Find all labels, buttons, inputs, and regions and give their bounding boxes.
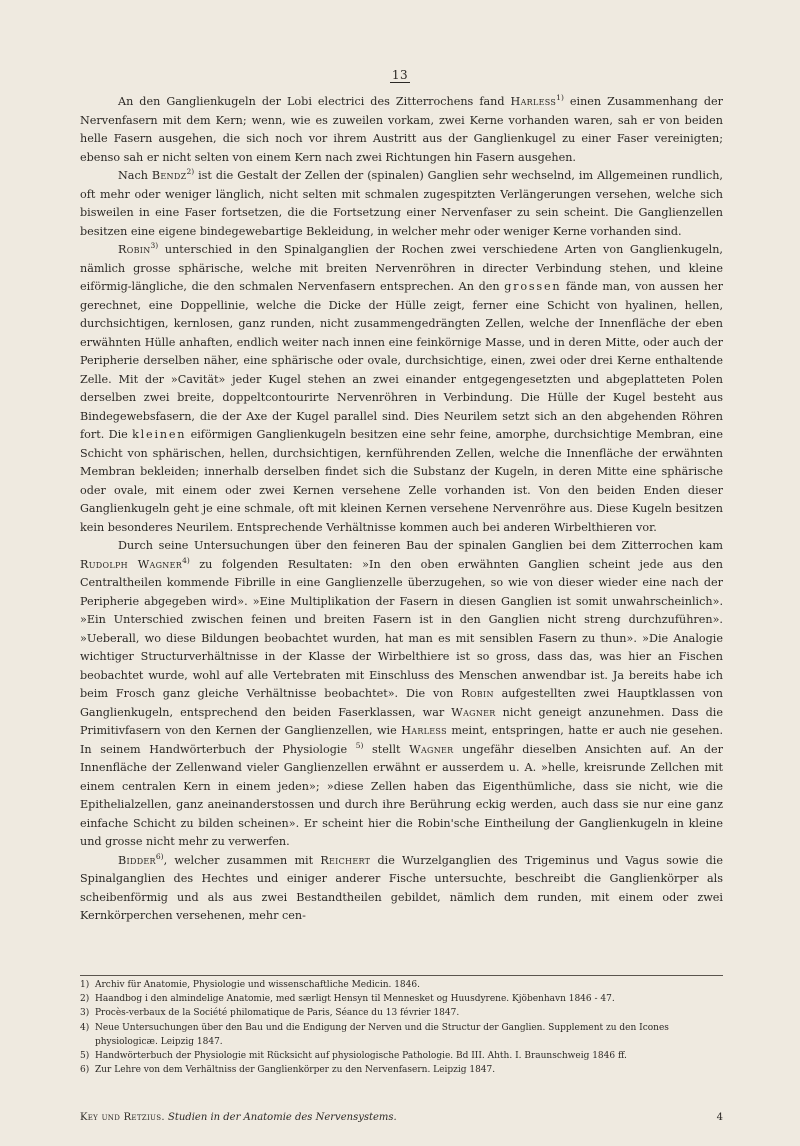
footnote-ref: 1) [556,93,564,102]
author-name: Robin [118,243,151,256]
text-run: unterschied in den Spinalganglien der Rochen zwei verschiedene Arten von Ganglienkugeln, nämlich grosse sphärische, welche mit breiten Nervenröhren in directer Verbindung stehen, und kleine eiförmig-längliche, die den schmalen Nervenfasern entsprechen. An den [80,243,723,293]
footnote-ref: 6) [155,851,164,861]
footnote-4: 4) Neue Untersuchungen über den Bau und die Endigung der Nerven und die Structur der Ganglien. Supplement zu den Icones physiologicæ. Leipzig 1847. [80,1022,669,1047]
text-run: fände man, von aussen her gerechnet, eine Doppellinie, welche die Dicke der Hülle zeigt, ferner eine Schicht von hyalinen, hellen, durchsichtigen, kernlosen, ganz runden, nicht zusammengedrängten Zellen, welche der Innenfläche der eben erwähnten Hülle anhaften, endlich weiter nach innen eine feinkörnige Masse, und in deren Mitte, oder auch der Peripherie derselben näher, eine sphärische oder ovale, durchsichtige, einen, zwei oder drei Kerne enthaltende Zelle. Mit der »Cavität» jeder Kugel stehen an zwei einander entgegengesetzten und abgeplatteten Polen derselben zwei breite, doppeltcontourirte Nervenröhren in Verbindung. Die Hülle der Kugel besteht aus Bindegewebsfasern, die der Axe der Kugel parallel sind. Dies Neurilem setzt sich an den abgehenden Röhren fort. Die [80,280,723,441]
footnote-3: 3) Procès-verbaux de la Société philomatique de Paris, Séance du 13 février 1847. [80,1008,460,1019]
text-run: meint, entspringen, hatte er auch nie gesehen. In seinem Handwörterbuch der Physiologie [80,724,723,756]
author-name: Wagner [409,742,454,756]
paragraph-4 [80,537,723,852]
paragraph-2 [80,167,723,241]
author-name: Robin [461,687,494,700]
paragraph-1 [80,93,723,167]
author-name: Wagner [451,705,496,719]
text-run: eiförmigen Ganglienkugeln besitzen eine sehr feine, amorphe, durchsichtige Membran, eine Schicht von sphärischen, hellen, durchsichtigen, kernführenden Zellen, welche die Innenfläche der erwähnten Membran bekleiden; innerhalb derselben findet sich die Substanz der Kugeln, in deren Mitte eine sphärische oder ovale, mit einem oder zwei Kernen versehene Zelle vorhanden ist. Von den beiden Enden dieser Ganglienkugeln geht je eine schmale, oft mit kleinen Kernen versehene Nervenröhre aus. Diese Kugeln besitzen kein besonderes Neurilem. Entsprechende Verhältnisse kommen auch bei anderen Wirbelthieren vor. [80,428,723,534]
text-run: kleinen [132,428,187,441]
author-name: Rudolph Wagner [80,557,183,571]
text-run: nicht geneigt anzunehmen. Dass die Primitivfasern von den Kernen der Ganglienzellen, wie [80,705,723,737]
text-run: die Wurzelganglien des Trigeminus und Vagus sowie die Spinalganglien des Hechtes und einiger anderer Fische untersuchte, beschreibt die Ganglienkörper als scheibenförmig und als aus zwei Bestandtheilen gebildet, nämlich dem runden, mit einem oder zwei Kernkörperchen versehenen, mehr cen- [80,853,724,922]
page-number: 13 [391,68,409,82]
page-footer [80,1112,723,1123]
footnote-1: 1) Archiv für Anatomie, Physiologie und wissenschaftliche Medicin. 1846. [80,980,420,990]
footnote-ref: 4) [182,555,190,565]
footnote-divider [80,975,723,976]
footnote-ref: 3) [150,241,159,250]
footnote-5: 5) Handwörterbuch der Physiologie mit Rücksicht auf physiologische Pathologie. Bd III. Ahth. I. Braunschweig 1846 ff. [80,1051,627,1062]
author-name: Harless [510,95,557,108]
footnote-ref: 2) [186,167,195,176]
paragraph-3 [80,241,723,537]
text-run: , welcher zusammen mit [163,853,321,867]
footnote-2: 2) Haandbog i den almindelige Anatomie, med særligt Hensyn til Mennesket og Huusdyrene. Kjöbenhavn 1846 - 47. [80,994,615,1005]
signature-mark: 4 [716,1112,723,1123]
footnotes [80,978,723,1077]
text-run: zu folgenden Resultaten: »In den oben erwähnten Ganglien scheint jede aus den Centraltheilen kommende Fibrille in eine Ganglienzelle überzugehen, so wie von dieser wieder eine nach der Peripherie abgegeben wird». »Eine Multiplikation der Fasern in diesen Ganglien ist somit unwahrscheinlich». »Ein Unterschied zwischen feinen und breiten Fasern ist in den Ganglien nicht streng durchzuführen». »Ueberall, wo diese Bildungen beobachtet wurden, hat man es mit sensiblen Fasern zu thun». »Die Analogie wichtiger Structurverhältnisse in der Klasse der Wirbelthiere ist so gross, dass das, was hier an Fischen beobachtet wurde, wohl auf alle Vertebraten mit Einschluss des Menschen anwendbar ist. Ja bereits habe ich beim Frosch ganz gleiche Verhältnisse beobachtet». Die von [80,557,723,700]
text-run: ungefähr dieselben Ansichten auf. An der Innenfläche der Zellenwand vieler Ganglienzellen erwähnt er ausserdem u. A. »helle, kreisrunde Zellchen mit einem centralen Kern in einem jeden»; »diese Zellen haben das Eigenthümliche, dass sie nicht, wie die Epithelialzellen, ganz aneinanderstossen und durch ihre Berührung eckig werden, auch dass sie nur eine ganz einfache Schicht zu bilden scheinen». Er scheint hier die Robin'sche Eintheilung der Ganglienkugeln in kleine und grosse nicht mehr zu verwerfen. [80,742,723,848]
text-run: ist die Gestalt der Zellen der (spinalen) Ganglien sehr wechselnd, im Allgemeinen rundlich, oft mehr oder weniger länglich, nicht selten mit schmalen zugespitzten Verlängerungen versehen, welche sich bisweilen in eine Faser fortsetzen, die die Fortsetzung einer Nervenfaser zu sein scheint. Die Ganglienzellen besitzen eine eigene bindegewebartige Bekleidung, in welcher mehr oder weniger Kerne vorhanden sind. [80,169,723,238]
running-footer: Key und Retzius. Studien in der Anatomie des Nervensystems. [80,1112,397,1123]
author-name: Reichert [320,853,371,867]
text-run: aufgestellten zwei Hauptklassen von Ganglienkugeln, entsprechend den beiden Faserklassen, war [80,687,723,719]
author-name: Bendz [151,169,187,182]
author-name: Harless [401,724,447,737]
text-run: grossen [504,280,562,293]
footnote-6: 6) Zur Lehre von dem Verhältniss der Ganglienkörper zu den Nervenfasern. Leipzig 1847. [80,1065,496,1076]
text-run: Nach [118,169,152,182]
paragraph-5 [80,852,723,926]
text-run: An den Ganglienkugeln der Lobi electrici des Zitterrochens fand [118,95,511,108]
text-run: stellt [363,742,410,756]
text-run: einen Zusammenhang der Nervenfasern mit dem Kern; wenn, wie es zuweilen vorkam, zwei Kerne vorhanden waren, sah er von beiden helle Fasern ausgehen, die sich noch vor ihrem Austritt aus der Ganglienkugel zu einer Faser vereinigten; ebenso sah er nicht selten von einem Kern nach zwei Richtungen hin Fasern ausgehen. [80,95,723,164]
author-name: Bidder [118,853,156,867]
footnote-ref: 5) [355,740,364,750]
text-run: Durch seine Untersuchungen über den feineren Bau der spinalen Ganglien bei dem Zitterrochen kam [118,539,723,552]
main-text [80,93,723,926]
